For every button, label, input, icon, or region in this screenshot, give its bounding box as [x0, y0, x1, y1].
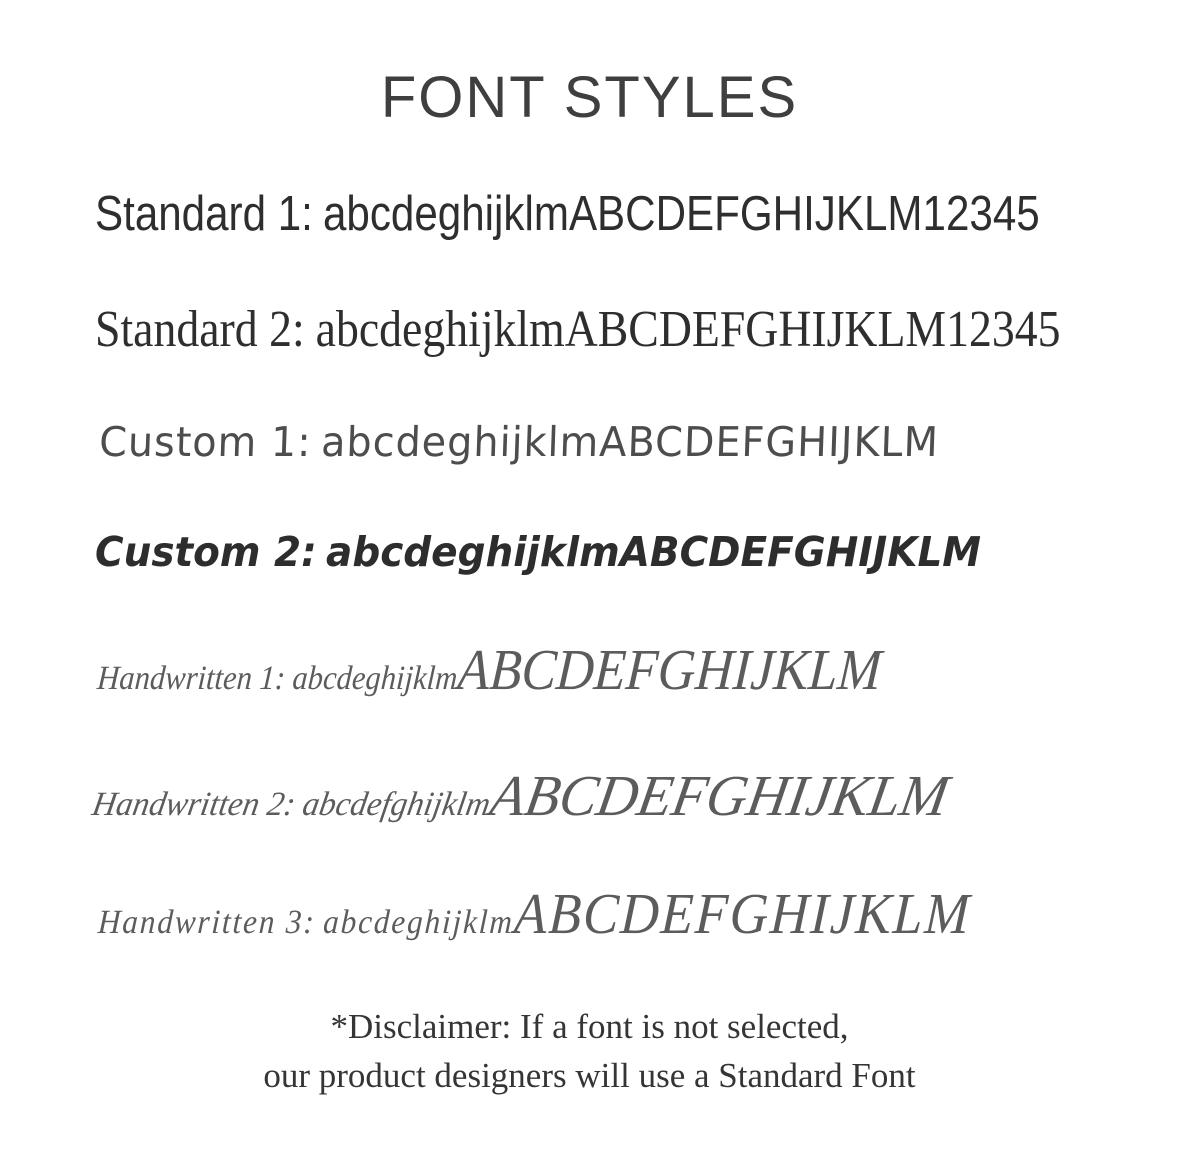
font-sample-lowercase: abcdefghijklm	[299, 786, 494, 823]
font-row-label: Standard 2:	[95, 301, 305, 358]
font-row-label: Handwritten 3:	[97, 904, 317, 941]
disclaimer-line-2: our product designers will use a Standard Font	[263, 1056, 916, 1095]
font-row-handwritten-1	[96, 636, 884, 703]
font-sample-lowercase: abcdeghijklm	[322, 187, 569, 241]
font-sample-lowercase: abcdeghijklm	[291, 660, 459, 697]
font-row-label: Custom 1:	[98, 418, 313, 466]
font-sample-lowercase: abcdeghijklm	[322, 904, 515, 941]
font-row-label: Handwritten 2:	[89, 786, 299, 823]
font-sample-uppercase: ABCDEFGHIJKLM	[598, 418, 940, 466]
font-sample-lowercase: abcdeghijklm	[326, 528, 620, 576]
font-sample-uppercase: ABCDEFGHIJKLM	[455, 637, 884, 702]
font-row-label: Custom 2:	[95, 528, 317, 576]
font-row-standard-2	[95, 300, 1061, 359]
font-sample-uppercase: ABCDEFGHIJKLM	[512, 881, 973, 946]
font-row-handwritten-2	[89, 762, 954, 829]
disclaimer	[0, 1002, 1179, 1100]
font-row-label: Standard 1:	[95, 187, 313, 241]
page-title: FONT STYLES	[380, 65, 799, 130]
font-row-label: Handwritten 1:	[96, 660, 287, 697]
disclaimer-line-1: *Disclaimer: If a font is not selected,	[330, 1007, 849, 1046]
font-row-custom-1	[98, 418, 939, 466]
font-sample-uppercase: ABCDEFGHIJKLM	[619, 528, 982, 576]
font-sample-uppercase: ABCDEFGHIJKLM12345	[564, 301, 1061, 358]
font-sample-uppercase: ABCDEFGHIJKLM12345	[568, 187, 1040, 241]
font-row-custom-2	[95, 528, 981, 576]
font-row-standard-1	[95, 186, 1040, 242]
font-sample-uppercase: ABCDEFGHIJKLM	[485, 763, 954, 828]
font-sample-lowercase: abcdeghijklm	[315, 301, 565, 358]
font-sample-lowercase: abcdeghijklm	[320, 418, 601, 466]
font-row-handwritten-3	[97, 880, 973, 947]
